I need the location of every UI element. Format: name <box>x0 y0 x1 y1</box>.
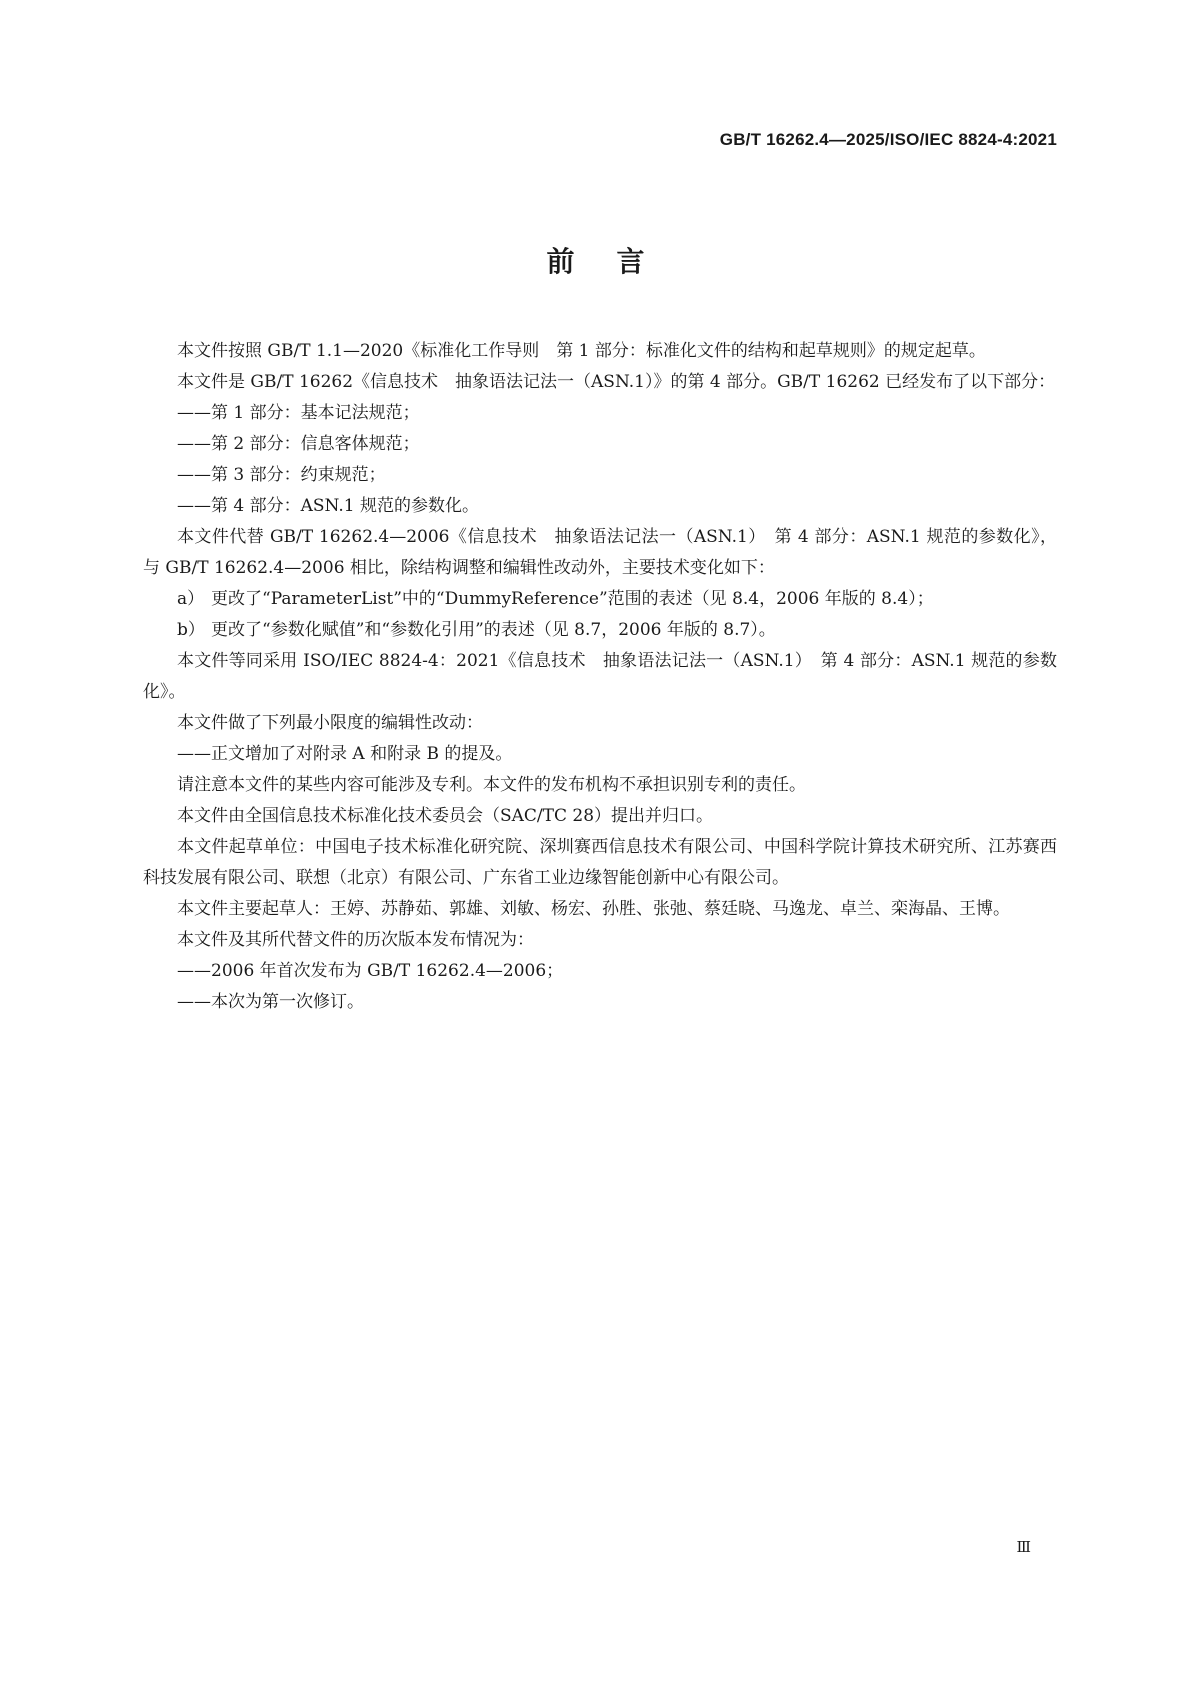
list-item-part: ——第 1 部分：基本记法规范； <box>177 403 420 423</box>
standard-code-header: GB/T 16262.4—2025/ISO/IEC 8824-4:2021 <box>719 130 1057 149</box>
list-item-part: ——第 2 部分：信息客体规范； <box>177 434 420 454</box>
paragraph-version-history: 本文件及其所代替文件的历次版本发布情况为： <box>177 930 534 950</box>
paragraph-drafters: 本文件主要起草人：王婷、苏静茹、郭雄、刘敏、杨宏、孙胜、张弛、蔡廷晓、马逸龙、卓兰、栾海晶、王博。 <box>177 899 1010 919</box>
page-title: 前言 <box>546 245 687 278</box>
paragraph-replacement: 本文件代替 GB/T 16262.4—2006《信息技术 抽象语法记法一（ASN.1） 第 4 部分：ASN.1 规范的参数化》，与 GB/T 16262.4—2006 相比，除结构调整和编辑性改动外，主要技术变化如下： <box>143 527 1057 578</box>
paragraph-series-intro: 本文件是 GB/T 16262《信息技术 抽象语法记法一（ASN.1）》的第 4 部分。GB/T 16262 已经发布了以下部分： <box>177 372 1056 392</box>
list-item-text: 更改了“ParameterList”中的“DummyReference”范围的表述（见 8.4，2006 年版的 8.4）； <box>211 589 934 609</box>
list-item-change <box>143 584 1057 615</box>
list-item-history: ——2006 年首次发布为 GB/T 16262.4—2006； <box>177 961 564 981</box>
list-item-part: ——第 3 部分：约束规范； <box>177 465 386 485</box>
list-marker: a） <box>177 589 205 609</box>
list-item-edit: ——正文增加了对附录 A 和附录 B 的提及。 <box>177 744 513 764</box>
list-item-part: ——第 4 部分：ASN.1 规范的参数化。 <box>177 496 479 516</box>
list-marker: b） <box>177 620 205 640</box>
list-item-history: ——本次为第一次修订。 <box>177 992 364 1012</box>
list-item-change <box>143 615 1057 646</box>
paragraph-adoption: 本文件等同采用 ISO/IEC 8824-4：2021《信息技术 抽象语法记法一（ASN.1） 第 4 部分：ASN.1 规范的参数化》。 <box>143 651 1057 702</box>
paragraph-editorial-changes: 本文件做了下列最小限度的编辑性改动： <box>177 713 483 733</box>
paragraph-patent-notice: 请注意本文件的某些内容可能涉及专利。本文件的发布机构不承担识别专利的责任。 <box>177 775 806 795</box>
foreword-body <box>143 336 1057 1018</box>
paragraph-drafting-rules: 本文件按照 GB/T 1.1—2020《标准化工作导则 第 1 部分：标准化文件的结构和起草规则》的规定起草。 <box>177 341 986 361</box>
page-number: Ⅲ <box>1016 1538 1031 1556</box>
paragraph-drafting-units: 本文件起草单位：中国电子技术标准化研究院、深圳赛西信息技术有限公司、中国科学院计算技术研究所、江苏赛西科技发展有限公司、联想（北京）有限公司、广东省工业边缘智能创新中心有限公司。 <box>143 837 1057 888</box>
list-item-text: 更改了“参数化赋值”和“参数化引用”的表述（见 8.7，2006 年版的 8.7）。 <box>211 620 776 640</box>
paragraph-proposer: 本文件由全国信息技术标准化技术委员会（SAC/TC 28）提出并归口。 <box>177 806 714 826</box>
